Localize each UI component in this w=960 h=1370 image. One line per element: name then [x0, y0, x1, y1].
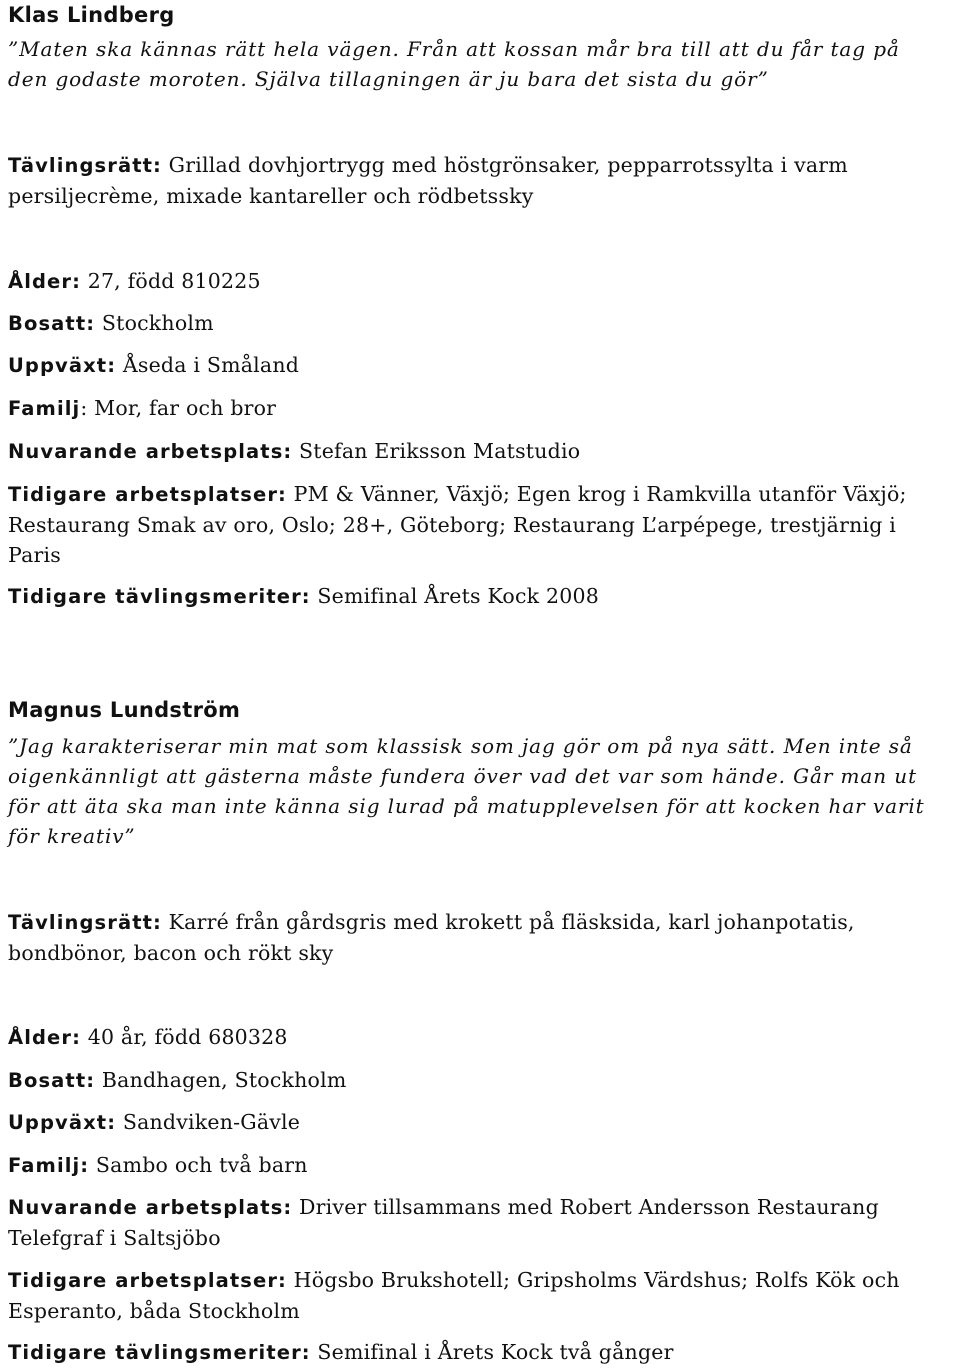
- fact-value: Högsbo Brukshotell; Gripsholms Värdshus; Rolfs Kök och Esperanto, båda Stockholm: [8, 1268, 900, 1323]
- competition-dish: [8, 907, 944, 968]
- fact-value: Bandhagen, Stockholm: [95, 1068, 347, 1092]
- fact-residence: [8, 1065, 944, 1096]
- fact-value: Stefan Eriksson Matstudio: [292, 439, 581, 463]
- fact-label: Familj:: [8, 1154, 90, 1177]
- fact-age: [8, 266, 944, 297]
- fact-label: Tidigare arbetsplatser:: [8, 1269, 287, 1292]
- fact-label: Tidigare arbetsplatser:: [8, 483, 287, 506]
- fact-value: Åseda i Småland: [116, 353, 300, 377]
- fact-label: Tävlingsrätt:: [8, 154, 162, 177]
- fact-value: Grillad dovhjortrygg med höstgrönsaker, pepparrotssylta i varm persiljecrème, mixade kantareller och rödbetssky: [8, 153, 848, 208]
- fact-value: Stockholm: [95, 311, 214, 335]
- fact-label: Tävlingsrätt:: [8, 911, 162, 934]
- fact-competition-merits: [8, 1337, 944, 1368]
- fact-label: Bosatt:: [8, 312, 96, 335]
- fact-label: Ålder:: [8, 270, 81, 293]
- fact-residence: [8, 308, 944, 339]
- fact-label: Tidigare tävlingsmeriter:: [8, 585, 311, 608]
- fact-label: Ålder:: [8, 1026, 81, 1049]
- fact-label: Bosatt:: [8, 1069, 96, 1092]
- fact-current-workplace: [8, 436, 944, 467]
- fact-family: [8, 1150, 944, 1181]
- fact-label: Nuvarande arbetsplats:: [8, 440, 293, 463]
- fact-upbringing: [8, 350, 944, 381]
- fact-value: : Mor, far och bror: [80, 396, 277, 420]
- fact-current-workplace: [8, 1192, 944, 1253]
- fact-value: Semifinal Årets Kock 2008: [310, 584, 599, 608]
- fact-label: Uppväxt:: [8, 354, 117, 377]
- fact-family: [8, 393, 944, 424]
- fact-value: Sambo och två barn: [89, 1153, 308, 1177]
- fact-value: Karré från gårdsgris med krokett på fläsksida, karl johanpotatis, bondbönor, bacon och rökt sky: [8, 910, 855, 965]
- profile-quote: ”Maten ska kännas rätt hela vägen. Från att kossan mår bra till att du får tag på den godaste moroten. Själva tillagningen är ju bara det sista du gör”: [8, 37, 900, 91]
- fact-label: Nuvarande arbetsplats:: [8, 1196, 293, 1219]
- profile-name: Magnus Lundström: [8, 698, 241, 722]
- fact-label: Familj: [8, 397, 81, 420]
- fact-value: PM & Vänner, Växjö; Egen krog i Ramkvilla utanför Växjö; Restaurang Smak av oro, Oslo; 28+, Göteborg; Restaurang L’arpépege, trestjärnig i Paris: [8, 482, 907, 567]
- fact-competition-merits: [8, 581, 944, 612]
- fact-previous-workplaces: [8, 479, 944, 570]
- fact-value: 40 år, född 680328: [80, 1025, 288, 1049]
- competition-dish: [8, 150, 944, 211]
- fact-value: 27, född 810225: [80, 269, 261, 293]
- fact-label: Tidigare tävlingsmeriter:: [8, 1341, 311, 1364]
- profile-quote: ”Jag karakteriserar min mat som klassisk som jag gör om på nya sätt. Men inte så oigenkännligt att gästerna måste fundera över vad det var som hände. Går man ut för att äta ska man inte känna sig lurad på matupplevelsen för att kocken har varit för kreativ”: [8, 734, 925, 848]
- fact-previous-workplaces: [8, 1265, 944, 1326]
- profile-name: Klas Lindberg: [8, 3, 175, 27]
- fact-label: Uppväxt:: [8, 1111, 117, 1134]
- fact-value: Semifinal i Årets Kock två gånger: [310, 1340, 674, 1364]
- fact-value: Driver tillsammans med Robert Andersson Restaurang Telefgraf i Saltsjöbo: [8, 1195, 879, 1250]
- fact-value: Sandviken-Gävle: [116, 1110, 301, 1134]
- fact-age: [8, 1022, 944, 1053]
- fact-upbringing: [8, 1107, 944, 1138]
